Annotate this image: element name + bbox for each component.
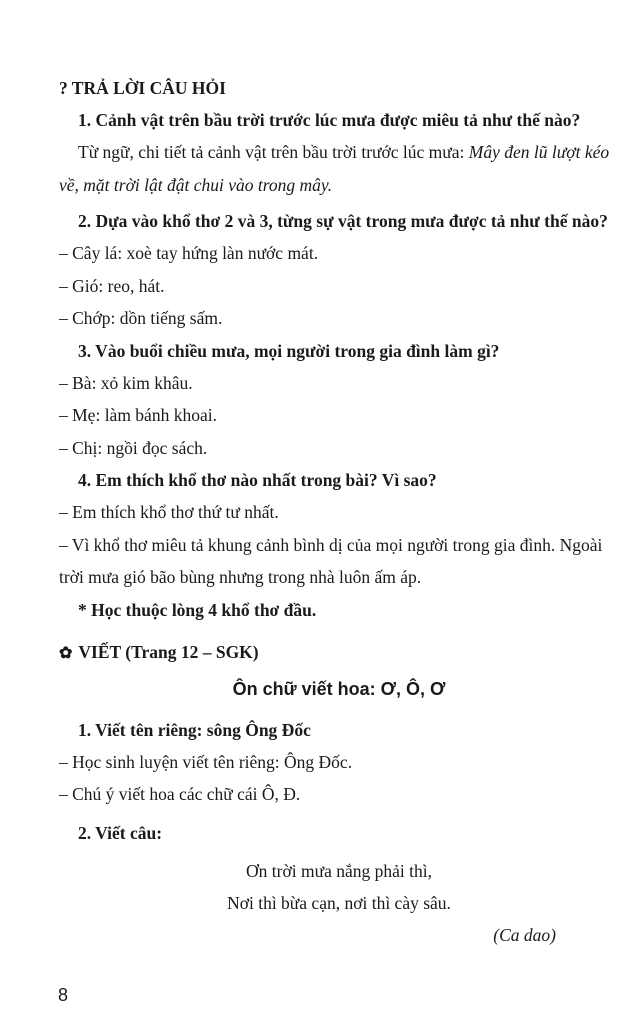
writing-part-1-heading: 1. Viết tên riêng: sông Ông Đốc: [78, 719, 311, 740]
writing-subtitle: Ôn chữ viết hoa: Ơ, Ô, Ơ: [232, 678, 446, 699]
poem-line: Ơn trời mưa nắng phải thì,: [246, 860, 432, 881]
answer-2-item: – Gió: reo, hát.: [59, 275, 165, 296]
poem-source: (Ca dao): [493, 924, 556, 945]
answer-2-item: – Chớp: dồn tiếng sấm.: [59, 308, 223, 328]
page-number: 8: [58, 985, 69, 1005]
writing-part-1-line: – Học sinh luyện viết tên riêng: Ông Đốc.: [59, 751, 353, 772]
answer-3-item: – Bà: xỏ kim khâu.: [59, 372, 193, 393]
question-2: 2. Dựa vào khổ thơ 2 và 3, từng sự vật trong mưa được tả như thế nào?: [78, 211, 608, 231]
answer-3-item: – Mẹ: làm bánh khoai.: [59, 405, 217, 425]
memorize-note: * Học thuộc lòng 4 khổ thơ đầu.: [78, 599, 317, 620]
answer-2-item: – Cây lá: xoè tay hứng làn nước mát.: [59, 243, 319, 263]
answer-1-italic: Mây đen lũ lượt kéo về, mặt trời lật đật chui vào trong mây.: [59, 142, 610, 195]
question-3: 3. Vào buổi chiều mưa, mọi người trong gia đình làm gì?: [78, 340, 500, 361]
answer-4-line: – Em thích khổ thơ thứ tư nhất.: [59, 502, 279, 522]
question-1: 1. Cảnh vật trên bầu trời trước lúc mưa được miêu tả như thế nào?: [78, 110, 581, 130]
answer-1: [59, 136, 619, 201]
section-writing-title: VIẾT (Trang 12 – SGK): [78, 641, 259, 662]
answer-4-explanation: – Vì khổ thơ miêu tả khung cảnh bình dị của mọi người trong gia đình. Ngoài trời mưa gió bão bùng nhưng trong nhà luôn ấm áp.: [59, 534, 603, 587]
question-4: 4. Em thích khổ thơ nào nhất trong bài? Vì sao?: [78, 470, 437, 490]
writing-part-1-line: – Chú ý viết hoa các chữ cái Ô, Đ.: [59, 784, 301, 804]
writing-part-2-heading: 2. Viết câu:: [78, 822, 163, 843]
poem-line: Nơi thì bừa cạn, nơi thì cày sâu.: [227, 892, 451, 913]
flower-icon: ✿: [59, 644, 73, 662]
section-heading-answers: ? TRẢ LỜI CÂU HỎI: [59, 78, 226, 98]
answer-1-lead: Từ ngữ, chi tiết tả cảnh vật trên bầu trời trước lúc mưa:: [78, 142, 469, 162]
section-heading-writing: [59, 636, 619, 670]
answer-3-item: – Chị: ngồi đọc sách.: [59, 437, 208, 458]
